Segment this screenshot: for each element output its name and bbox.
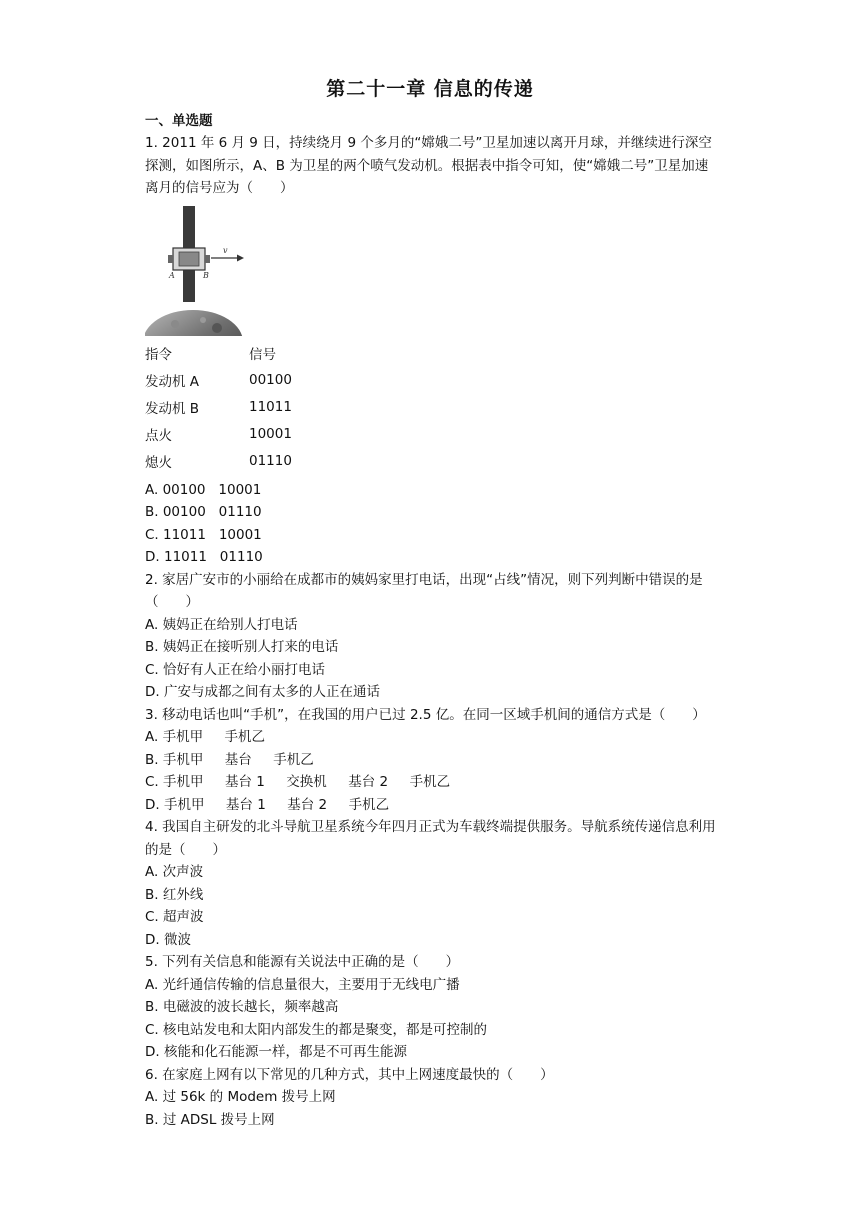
engine-b-label: B: [203, 270, 209, 280]
table-header-cell: 指令: [145, 347, 172, 363]
satellite-figure: [145, 202, 245, 336]
table-header-cell: 信号: [249, 347, 276, 363]
option-a: A. 手机甲 手机乙: [145, 729, 266, 745]
signal-table: [145, 340, 292, 475]
table-cell: 熄火: [145, 455, 172, 471]
question-5-text: 5. 下列有关信息和能源有关说法中正确的是（ ）: [145, 954, 460, 970]
option-b: B. 手机甲 基台 手机乙: [145, 751, 314, 768]
question-2-text: 2. 家居广安市的小丽给在成都市的姨妈家里打电话，出现“占线”情况，则下列判断中错误的是（ ）: [145, 571, 703, 610]
table-row: [145, 448, 292, 475]
question-list: [145, 110, 720, 1131]
question-6-text: 6. 在家庭上网有以下常见的几种方式，其中上网速度最快的（ ）: [145, 1066, 554, 1083]
page-title: 第二十一章 信息的传递: [326, 78, 534, 100]
option-d: D. 微波: [145, 931, 191, 948]
table-cell: 11011: [249, 399, 292, 415]
table-cell: 10001: [249, 426, 292, 442]
table-cell: 01110: [249, 453, 292, 469]
option-c: C. 恰好有人正在给小丽打电话: [145, 661, 326, 678]
option-d: D. 11011 01110: [145, 549, 263, 565]
option-a: A. 00100 10001: [145, 481, 262, 498]
table-cell: 点火: [145, 428, 172, 444]
option-b: B. 00100 01110: [145, 504, 262, 520]
option-a: A. 姨妈正在给别人打电话: [145, 616, 298, 633]
question-4-text: 4. 我国自主研发的北斗导航卫星系统今年四月正式为车载终端提供服务。导航系统传递信息利用的是（ ）: [145, 819, 716, 858]
table-header-row: [145, 340, 292, 367]
option-c: C. 核电站发电和太阳内部发生的都是聚变，都是可控制的: [145, 1021, 488, 1038]
velocity-label: v: [223, 245, 228, 255]
option-a: A. 光纤通信传输的信息量很大，主要用于无线电广播: [145, 976, 460, 993]
option-c: C. 超声波: [145, 909, 204, 925]
section-heading: 一、单选题: [145, 113, 213, 129]
table-cell: 00100: [249, 372, 292, 388]
option-d: D. 核能和化石能源一样，都是不可再生能源: [145, 1044, 407, 1060]
table-cell: 发动机 A: [145, 374, 200, 390]
solar-panel-bottom: [183, 270, 195, 302]
option-b: B. 红外线: [145, 886, 204, 903]
moon-shape: [145, 310, 243, 336]
table-row: [145, 421, 292, 448]
engine-a-label: A: [169, 270, 175, 280]
option-b: B. 过 ADSL 拨号上网: [145, 1111, 275, 1128]
option-d: D. 手机甲 基台 1 基台 2 手机乙: [145, 796, 390, 813]
satellite-moon-illustration: [145, 202, 245, 336]
table-row: [145, 394, 292, 421]
option-c: C. 手机甲 基台 1 交换机 基台 2 手机乙: [145, 774, 451, 790]
option-b: B. 电磁波的波长越长，频率越高: [145, 999, 339, 1015]
question-1-text: 1. 2011 年 6 月 9 日，持续绕月 9 个多月的“嫦娥二号”卫星加速以离开月球，并继续进行深空探测，如图所示，A、B 为卫星的两个喷气发动机。根据表中指令可知，使“嫦娥二号”卫星加速离月的信号应为（ ）: [145, 135, 712, 196]
option-a: A. 次声波: [145, 864, 204, 880]
table-cell: 发动机 B: [145, 401, 200, 417]
option-a: A. 过 56k 的 Modem 拨号上网: [145, 1089, 336, 1105]
question-3-text: 3. 移动电话也叫“手机”，在我国的用户已过 2.5 亿。在同一区域手机间的通信方式是（ ）: [145, 706, 706, 723]
option-c: C. 11011 10001: [145, 526, 262, 543]
table-row: [145, 367, 292, 394]
solar-panel-top: [183, 206, 195, 248]
option-b: B. 姨妈正在接听别人打来的电话: [145, 639, 339, 655]
option-d: D. 广安与成都之间有太多的人正在通话: [145, 684, 380, 700]
